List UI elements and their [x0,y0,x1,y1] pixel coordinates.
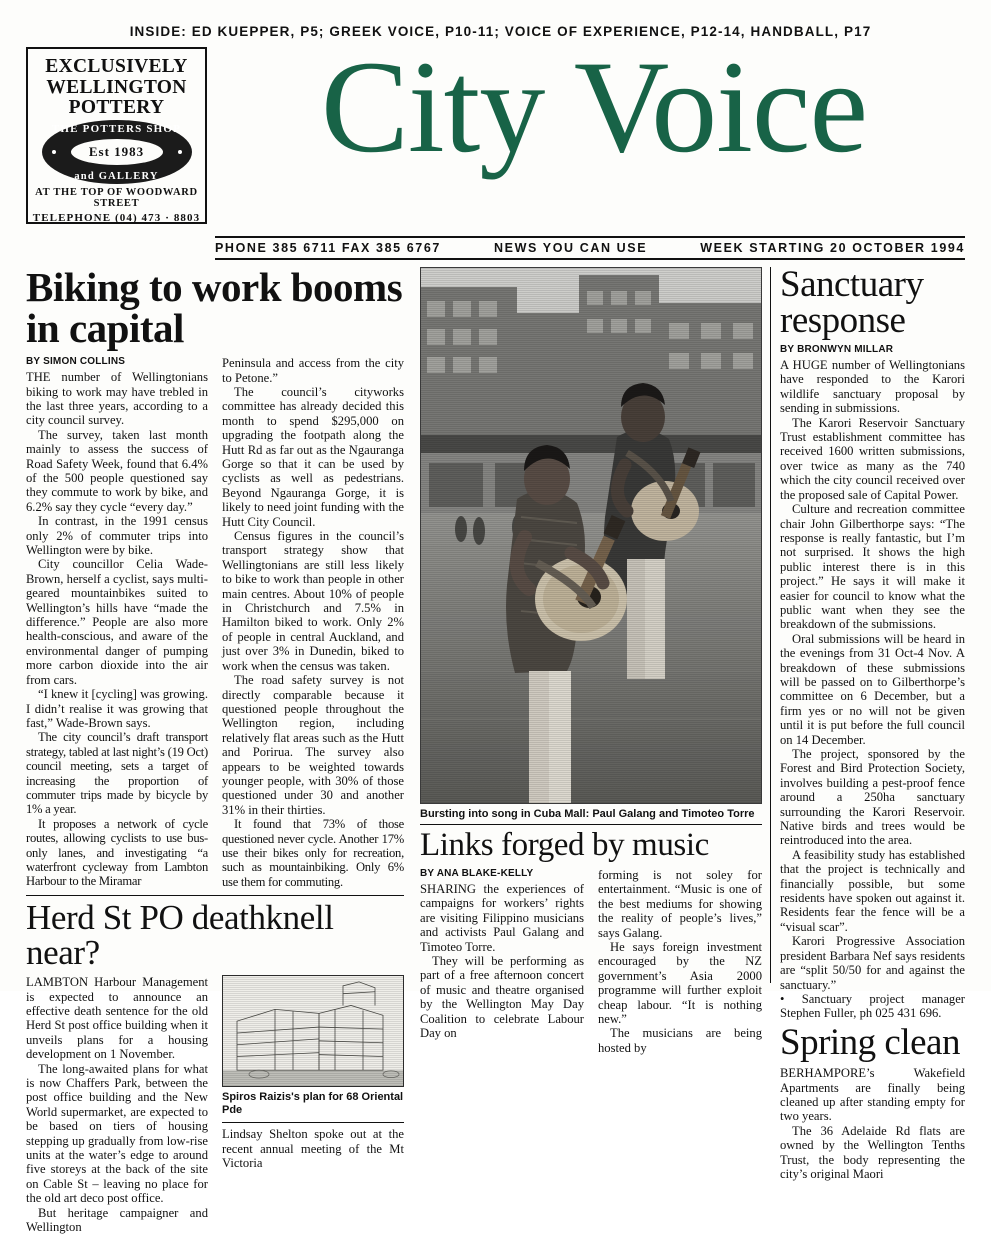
paragraph: City councillor Celia Wade-Brown, herself a cyclist, says multi-geared mountainbikes suited to Wellington’s hills have “made the difference.” People are also more health-conscious, and aware of the environmental danger of pumping more carbon dioxide into the air from cars. [26,557,208,687]
ad-line-2: WELLINGTON [46,76,187,98]
paragraph: It proposes a network of cycle routes, allowing cyclists to use bus-only lanes, and investigating “a waterfront cycleway from Lambton Harbour to the Miramar [26,816,208,889]
paragraph: The musicians are being hosted by [598,1026,762,1055]
pottery-advertisement[interactable] [26,47,207,224]
plan-photo [222,975,404,1087]
paragraph: The survey, taken last month mainly to assess the success of Road Safety Week, found that 6.4% of the 500 people questioned say they commute to work by bike, and 6.2% say they cycle “every day.” [26,427,208,514]
column-left [26,264,412,1235]
info-slogan: NEWS YOU CAN USE [494,241,648,255]
info-phone-fax: PHONE 385 6711 FAX 385 6767 [215,241,441,255]
ad-address: AT THE TOP OF WOODWARD STREET [35,186,198,209]
main-content-area [26,264,965,1235]
paragraph: He says foreign investment encouraged by the NZ government’s Asia 2000 programme will further exploit cheap labour. “It is nothing new.” [598,940,762,1027]
music-story-body [420,868,762,1055]
paragraph: The Karori Reservoir Sanctuary Trust establishment committee has received 1600 written submissions, over twice as many as the 740 which the city council received over the proposed sale of Capital Power. [780,415,965,502]
paragraph: The city council’s draft transport strategy, tabled at last night’s (19 Oct) council meeting, sets a target of increasing the proportion of commuter trips made by bicycle by 1% a year. [26,730,208,817]
masthead-title: City Voice [320,33,868,180]
info-week-starting: WEEK STARTING 20 OCTOBER 1994 [700,241,965,255]
herd-body-column-2 [215,975,404,1234]
lead-body-column-2 [215,356,404,889]
paragraph: THE number of Wellingtonians biking to work may have trebled in the last three years, according to a city council survey. [26,370,208,428]
ad-oval-center-text: Est 1983 [71,139,163,165]
paragraph: The council’s cityworks committee has already decided this month to spend $295,000 on upgrading the footpath along the Hutt Rd as far out as the Ngauranga Gorge so that it can be used by cyclists as well as pedestrians. Beyond Ngauranga Gorge, it is likely to need joint funding with the Hutt City Council. [222,384,404,529]
paragraph: Karori Progressive Association president Barbara Nef says residents are “split 50/50 for and against the sanctuary.” [780,934,965,992]
herd-headline[interactable]: Herd St PO deathknell near? [26,898,334,973]
paragraph: • Sanctuary project manager Stephen Fuller, ph 025 431 696. [780,991,965,1021]
ad-oval-bottom-text: and GALLERY [74,170,159,182]
paragraph: forming is not soley for entertainment. “Music is one of the best mediums for showing the reality of people’s lives,” says Galang. [598,868,762,940]
paragraph: SHARING the experiences of campaigns for workers’ rights are visiting Filippino musicians and activists Paul Galang and Timoteo Torre. [420,882,584,954]
potters-shop-logo [32,120,201,184]
paragraph: But heritage campaigner and Wellington [26,1205,208,1235]
herd-body-column-1 [26,975,215,1234]
inside-teaser-strip: INSIDE: ED KUEPPER, P5; GREEK VOICE, P10-11; VOICE OF EXPERIENCE, P12-14, HANDBALL, P17 [129,24,872,39]
music-body-column-1 [420,868,591,1055]
herd-story-body [26,975,404,1234]
sanctuary-headline[interactable]: Sanctuary response [780,264,924,341]
ad-oval-top-text: THE POTTERS SHOP [51,122,182,135]
paragraph: Lindsay Shelton spoke out at the recent annual meeting of the Mt Victoria [222,1127,404,1170]
masthead-info-bar [215,236,965,260]
paragraph: A feasibility study has established that the project is technically and financially possible, but some residents have spoken out against it. Residents fear the fence will be a “visual scar”. [780,847,965,934]
lead-story-body [26,356,404,889]
paragraph: Oral submissions will be heard in the evenings from 31 Oct-4 Nov. A breakdown of these submissions will be passed on to Gilberthorpe’s committee on 6 December, but a firm yes or no will not be given until it is put before the full council on 14 December. [780,631,965,747]
ad-line-3: POTTERY [68,97,165,119]
lead-body-column-1 [26,356,215,889]
masthead-logo-area [207,33,965,180]
paragraph: Culture and recreation committee chair John Gilberthorpe says: “The response is really fantastic, but I’m not surprised. It shows the high public interest there is in this project.” He says it will make it easier for council to know what the public want when they see the breakdown of the submissions. [780,502,965,632]
building-plan-sketch-icon [223,976,403,1086]
paragraph: The 36 Adelaide Rd flats are owned by the Wellington Tenths Trust, the body representing the city’s original Maori [780,1123,965,1182]
music-headline[interactable]: Links forged by music [420,827,709,863]
paragraph: They will be performing as part of a free afternoon concert of music and theatre organised by the Wellington May Day Coalition to celebrate Labour Day on [420,954,584,1041]
paragraph: In contrast, in the 1991 census only 2% of commuter trips into Wellington were by bike. [26,514,208,558]
paragraph: BERHAMPORE’s Wakefield Apartments are finally being cleaned up after standing empty for two years. [780,1066,965,1124]
music-byline: BY ANA BLAKE-KELLY [420,868,534,879]
lead-byline: BY SIMON COLLINS [26,356,126,368]
ad-line-1: EXCLUSIVELY [45,56,188,77]
paragraph: Census figures in the council’s transport strategy show that Wellingtonians are still less likely to bike to work than people in other main centres. About 10% of people in Christchurch and 7.5% in Hamilton biked to work. Only 2% of people in central Auckland, and just over 3% in Dunedin, biked to work when the census was taken. [222,529,404,673]
column-right [770,264,965,1182]
spring-headline[interactable]: Spring clean [780,1021,960,1063]
music-body-column-2 [591,868,762,1055]
lead-headline[interactable]: Biking to work booms in capital [26,264,403,351]
paragraph: “I knew it [cycling] was growing. I didn’t realise it was growing that fast,” Wade-Brown says. [26,687,208,730]
ad-oval-dot-left [52,150,56,154]
column-middle [412,267,770,1055]
paragraph: A HUGE number of Wellingtonians have responded to the Karori wildlife sanctuary proposal by sending in submissions. [780,358,965,416]
herd-story-divider [26,895,404,973]
ad-telephone: TELEPHONE (04) 473 · 8803 [32,211,201,224]
main-photo [420,267,762,804]
paragraph: Peninsula and access from the city to Petone.” [222,356,404,385]
paragraph: The road safety survey is not directly comparable because it questioned people throughout the Wellington region, including relatively flat areas such as the Hutt and Porirua. The survey also appears to be weighted towards younger people, with 30% of those questioned under 30 and another 31% in their thirties. [222,673,404,817]
masthead-row [26,33,965,232]
paragraph: It found that 73% of those questioned never cycle. Another 17% use their bikes only for recreation, such as mountainbiking. Only 6% use them for commuting. [222,817,404,889]
sanctuary-byline: BY BRONWYN MILLAR [780,344,894,356]
main-photo-caption: Bursting into song in Cuba Mall: Paul Galang and Timoteo Torre [420,804,762,825]
paragraph: LAMBTON Harbour Management is expected to announce an effective death sentence for the old Herd St post office building when it unveils plans for a housing development on 1 November. [26,975,208,1062]
plan-photo-caption: Spiros Raizis's plan for 68 Oriental Pde [222,1087,404,1123]
ad-oval-dot-right [178,150,182,154]
paragraph: The project, sponsored by the Forest and Bird Protection Society, involves building a pest-proof fence around a 250ha sanctuary surrounding the Karori Reservoir. Native birds and trees would be reintroduced into the area. [780,747,965,848]
cuba-mall-musicians-photo-icon [421,268,761,803]
paragraph: The long-awaited plans for what is now Chaffers Park, between the post office building and the New World supermarket, are expected to be based on tiers of housing stepping up gradually from low-rise units at the water’s edge to around five storeys at the back of the site on Cable St – leaving no place for the old art deco post office. [26,1061,208,1206]
